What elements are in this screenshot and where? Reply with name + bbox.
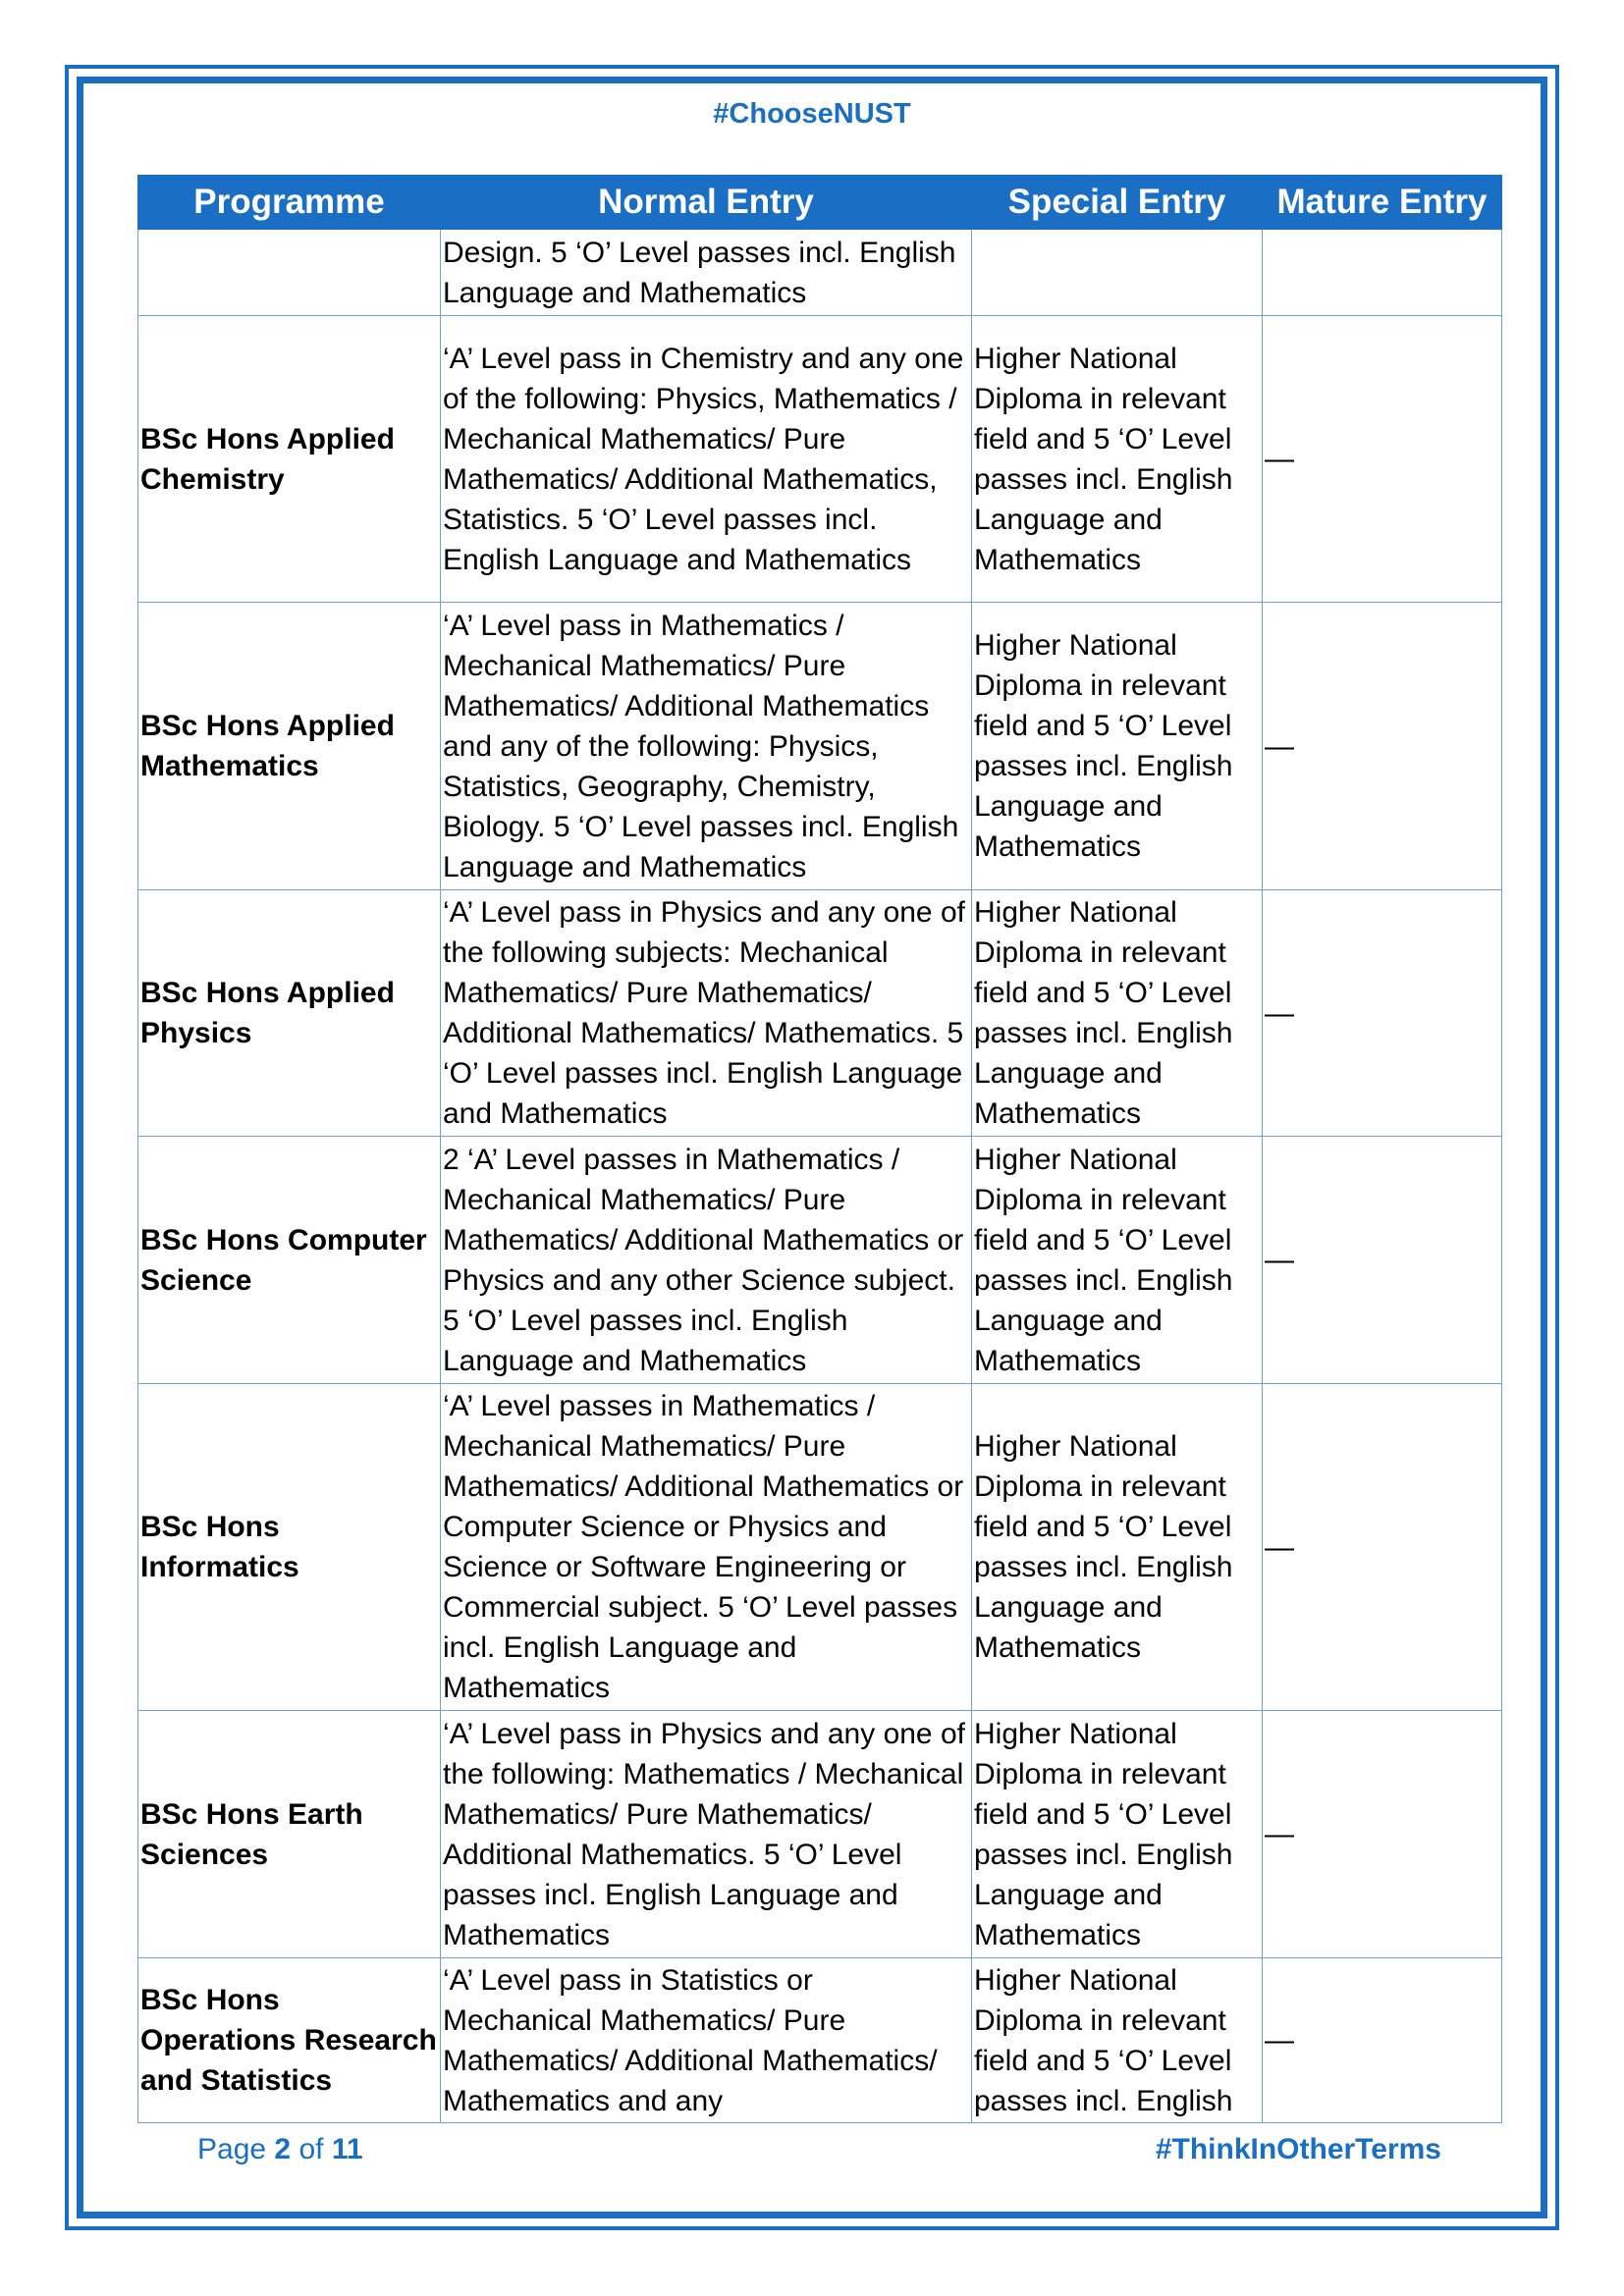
special-entry-cell (972, 230, 1263, 316)
special-entry-cell: Higher National Diploma in relevant field and 5 ‘O’ Level passes incl. English Language and Mathematics (972, 1711, 1263, 1958)
table-row (138, 603, 1502, 890)
table-row (138, 316, 1502, 603)
column-header-programme: Programme (138, 176, 441, 230)
special-entry-cell: Higher National Diploma in relevant field and 5 ‘O’ Level passes incl. English Language and Mathematics (972, 603, 1263, 890)
programme-cell (138, 230, 441, 316)
page-of: of (298, 2133, 324, 2165)
mature-entry-cell (1263, 230, 1502, 316)
mature-entry-cell: — (1263, 316, 1502, 603)
programme-cell: BSc Hons Computer Science (138, 1137, 441, 1384)
column-header-mature-entry: Mature Entry (1263, 176, 1502, 230)
page-number (197, 2133, 363, 2166)
mature-entry-cell: — (1263, 890, 1502, 1137)
entry-requirements-table (137, 175, 1502, 2123)
normal-entry-cell: Design. 5 ‘O’ Level passes incl. English Language and Mathematics (441, 230, 972, 316)
column-header-normal-entry: Normal Entry (441, 176, 972, 230)
programme-cell: BSc Hons Earth Sciences (138, 1711, 441, 1958)
table-row (138, 1137, 1502, 1384)
normal-entry-cell: ‘A’ Level pass in Physics and any one of the following subjects: Mechanical Mathematics/ Pure Mathematics/ Additional Mathematics/ Mathematics. 5 ‘O’ Level passes incl. English Language and Mathematics (441, 890, 972, 1137)
mature-entry-cell: — (1263, 603, 1502, 890)
normal-entry-cell: ‘A’ Level pass in Statistics or Mechanical Mathematics/ Pure Mathematics/ Additional Mathematics/ Mathematics and any (441, 1958, 972, 2123)
normal-entry-cell: ‘A’ Level pass in Chemistry and any one of the following: Physics, Mathematics / Mechanical Mathematics/ Pure Mathematics/ Additional Mathematics, Statistics. 5 ‘O’ Level passes incl. English Language and Mathematics (441, 316, 972, 603)
normal-entry-cell: 2 ‘A’ Level passes in Mathematics / Mechanical Mathematics/ Pure Mathematics/ Additional Mathematics or Physics and any other Science subject. 5 ‘O’ Level passes incl. English Language and Mathematics (441, 1137, 972, 1384)
mature-entry-cell: — (1263, 1137, 1502, 1384)
footer-hashtag: #ThinkInOtherTerms (1155, 2133, 1441, 2165)
programme-cell: BSc Hons Applied Mathematics (138, 603, 441, 890)
table-header-row (138, 176, 1502, 230)
special-entry-cell: Higher National Diploma in relevant field and 5 ‘O’ Level passes incl. English Language and Mathematics (972, 1384, 1263, 1711)
normal-entry-cell: ‘A’ Level pass in Mathematics / Mechanical Mathematics/ Pure Mathematics/ Additional Mathematics and any of the following: Physics, Statistics, Geography, Chemistry, Biology. 5 ‘O’ Level passes incl. English Language and Mathematics (441, 603, 972, 890)
normal-entry-cell: ‘A’ Level passes in Mathematics / Mechanical Mathematics/ Pure Mathematics/ Additional Mathematics or Computer Science or Physics and Science or Software Engineering or Commercial subject. 5 ‘O’ Level passes incl. English Language and Mathematics (441, 1384, 972, 1711)
table-row (138, 1958, 1502, 2123)
table-row (138, 1711, 1502, 1958)
page-prefix: Page (197, 2133, 267, 2165)
mature-entry-cell: — (1263, 1711, 1502, 1958)
special-entry-cell: Higher National Diploma in relevant field and 5 ‘O’ Level passes incl. English Language and Mathematics (972, 316, 1263, 603)
special-entry-cell: Higher National Diploma in relevant field and 5 ‘O’ Level passes incl. English Language and Mathematics (972, 890, 1263, 1137)
table-row (138, 890, 1502, 1137)
column-header-special-entry: Special Entry (972, 176, 1263, 230)
page-total: 11 (331, 2133, 363, 2165)
table-row (138, 1384, 1502, 1711)
table-row (138, 230, 1502, 316)
special-entry-cell: Higher National Diploma in relevant field and 5 ‘O’ Level passes incl. English (972, 1958, 1263, 2123)
programme-cell: BSc Hons Operations Research and Statistics (138, 1958, 441, 2123)
special-entry-cell: Higher National Diploma in relevant field and 5 ‘O’ Level passes incl. English Language and Mathematics (972, 1137, 1263, 1384)
page-current: 2 (274, 2133, 292, 2165)
mature-entry-cell: — (1263, 1958, 1502, 2123)
programme-cell: BSc Hons Applied Physics (138, 890, 441, 1137)
mature-entry-cell: — (1263, 1384, 1502, 1711)
programme-cell: BSc Hons Applied Chemistry (138, 316, 441, 603)
programme-cell: BSc Hons Informatics (138, 1384, 441, 1711)
header-hashtag: #ChooseNUST (713, 98, 911, 130)
normal-entry-cell: ‘A’ Level pass in Physics and any one of the following: Mathematics / Mechanical Mathematics/ Pure Mathematics/ Additional Mathematics. 5 ‘O’ Level passes incl. English Language and Mathematics (441, 1711, 972, 1958)
